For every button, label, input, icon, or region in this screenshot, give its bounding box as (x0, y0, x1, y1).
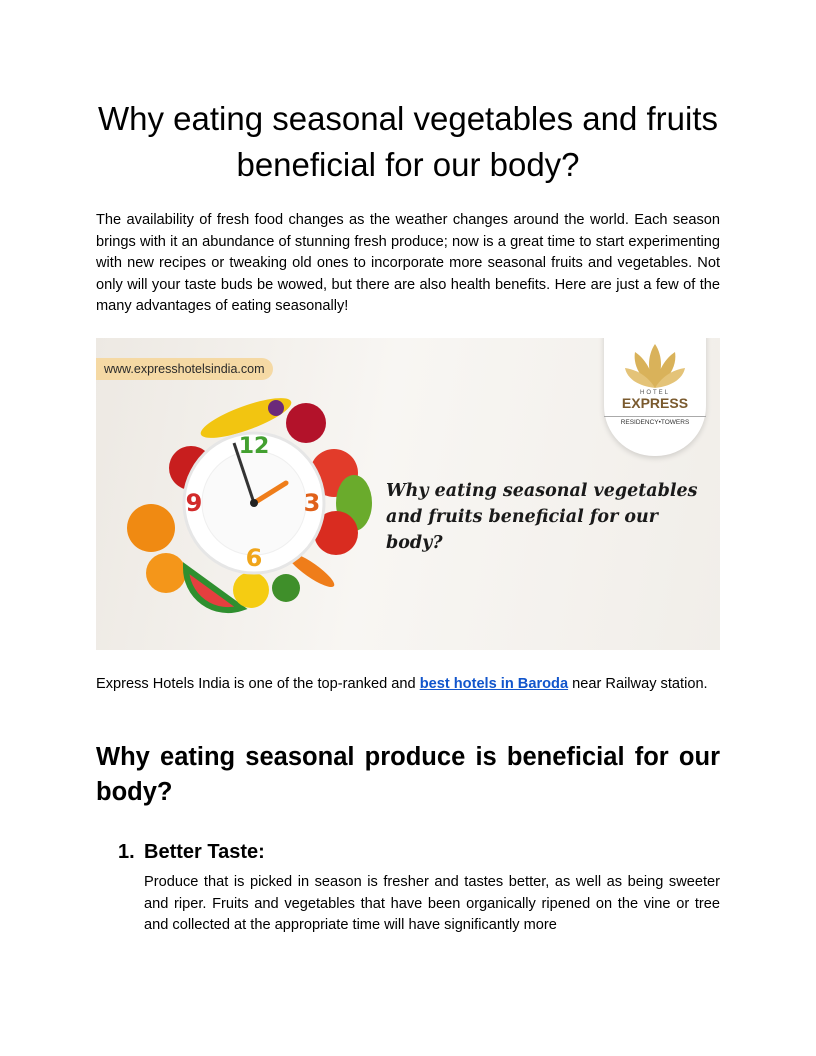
logo-brand-text: EXPRESS (621, 395, 689, 411)
vegetable-broccoli (272, 574, 300, 602)
intro-paragraph: The availability of fresh food changes as the weather changes around the world. Each season brings with it an abundance of stunning fresh produce; now is a great time to start experimenting with new recipes or tweaking old ones to incorporate more seasonal fruits and vegetables. Not only will your taste buds be wowed, but there are also health benefits. Here are just a few of the many advantages of eating seasonally! (96, 212, 720, 315)
hotel-description (96, 674, 720, 695)
list-item-title: Better Taste: (144, 841, 265, 863)
list-item-number: 1. (118, 841, 135, 863)
list-item-heading (118, 838, 265, 866)
hotel-description-end: near Railway station. (568, 676, 708, 692)
clock-number-3: 3 (303, 489, 321, 517)
logo-hotel-text: HOTEL (639, 390, 670, 396)
banner-url: www.expresshotelsindia.com (96, 358, 273, 380)
page-title: Why eating seasonal vegetables and fruits beneficial for our body? (97, 100, 719, 183)
fruit-grape (268, 400, 284, 416)
list-item-text: Produce that is picked in season is fresher and tastes better, as well as being sweeter and riper. Fruits and vegetables that have been organically ripened on the vine or tree and collected at the appropriate time will have significantly more (144, 874, 720, 934)
fruit-watermelon (186, 568, 241, 610)
best-hotels-link[interactable]: best hotels in Baroda (419, 676, 569, 692)
logo-lotus-icon (625, 342, 685, 392)
banner-heading: Why eating seasonal vegetables and fruits beneficial for our body? (386, 481, 698, 553)
banner-image (96, 338, 720, 650)
logo-sub-text: RESIDENCY•TOWERS (604, 416, 706, 426)
hotel-logo (604, 338, 706, 456)
fruit-clock-illustration (96, 338, 386, 650)
clock-number-6: 6 (245, 544, 263, 572)
clock-number-9: 9 (185, 489, 203, 517)
vegetable-yellow-pepper (233, 572, 269, 608)
fruit-orange-2 (146, 553, 186, 593)
clock-number-12: 12 (238, 434, 270, 459)
fruit-pomegranate (286, 403, 326, 443)
section-title: Why eating seasonal produce is beneficial for our body? (96, 743, 720, 806)
hotel-description-start: Express Hotels India is one of the top-ranked and (96, 676, 420, 692)
fruit-orange (127, 504, 175, 552)
